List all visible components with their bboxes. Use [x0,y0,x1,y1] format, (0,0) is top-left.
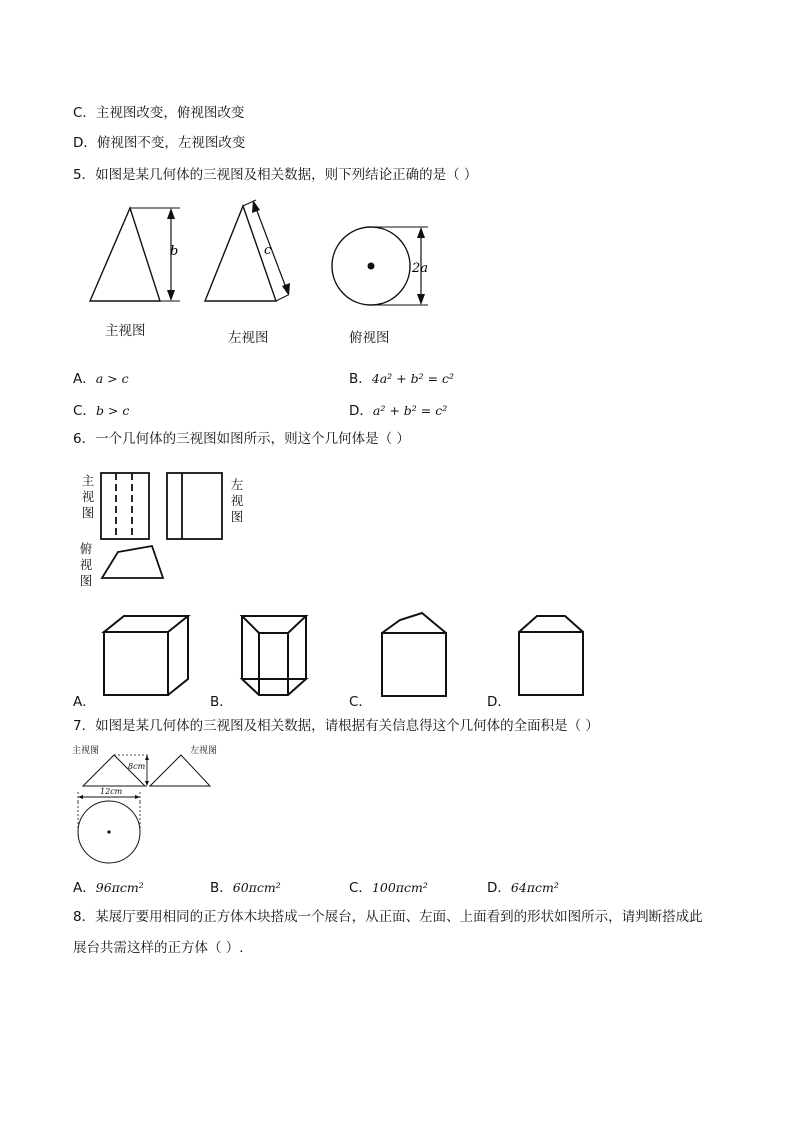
q6-top-view-trapezoid [102,546,163,578]
q7-option-c: C．100πcm² [349,880,428,896]
q7-option-a: A．96πcm² [73,880,144,896]
q6-option-a-label: A． [73,694,96,710]
q6-option-d-label: D． [487,694,511,710]
q5-option-a: A．a > c [73,371,129,387]
q5-caption-top-view: 俯视图 [349,330,390,346]
q7-top-view-center-dot [107,830,110,833]
q6-label-front-view: 主 视 图 [81,473,95,520]
q6-three-views-figure [96,468,236,588]
q5-top-view-center-dot [368,263,375,270]
q7-stem: 7．如图是某几何体的三视图及相关数据，请根据有关信息得这个几何体的全面积是（ ） [73,718,599,734]
q8-stem-line-1: 8．某展厅要用相同的正方体木块搭成一个展台，从正面、左面、上面看到的形状如图所示，请判断搭成此 [73,909,703,925]
q7-left-view-triangle [150,755,210,786]
q6-option-d-figure [515,610,589,700]
q6-option-a-figure [100,612,192,700]
q5-option-b: B．4a² + b² = c² [349,371,455,387]
q5-option-d: D．a² + b² = c² [349,403,448,419]
q6-label-top-view: 俯 视 图 [79,541,93,588]
q6-option-b-figure [238,612,313,700]
q6-label-left-view: 左 视 图 [230,477,244,524]
q5-option-c: C．b > c [73,403,130,419]
q7-three-views-figure [70,742,230,867]
q7-label-front-view: 主视图 [72,746,100,756]
q6-stem: 6．一个几何体的三视图如图所示，则这个几何体是（ ） [73,431,410,447]
q5-label-c: c [264,243,272,258]
q6-option-b-label: B． [210,694,233,710]
q5-caption-left-view: 左视图 [228,330,269,346]
q5-label-2a: 2a [412,261,429,276]
q7-option-d: D．64πcm² [487,880,559,896]
q8-stem-line-2: 展台共需这样的正方体（ ）. [73,940,244,956]
q6-left-view-rect [167,473,222,539]
q4-option-c: C．主视图改变，俯视图改变 [73,105,245,121]
q5-front-view-triangle [90,208,160,301]
q6-option-c-figure [378,608,452,700]
q4-option-d: D．俯视图不变，左视图改变 [73,135,246,151]
q6-front-view-rect [101,473,149,539]
q7-option-b: B．60πcm² [210,880,281,896]
q7-label-height: 8cm [128,762,146,771]
q5-stem: 5．如图是某几何体的三视图及相关数据，则下列结论正确的是（ ） [73,167,478,183]
q7-label-diameter: 12cm [100,787,123,796]
q5-caption-front-view: 主视图 [105,323,146,339]
q7-label-left-view: 左视图 [190,746,218,756]
q6-option-c-label: C． [349,694,372,710]
q5-three-views-figure [80,195,460,315]
q5-label-b: b [170,244,179,259]
